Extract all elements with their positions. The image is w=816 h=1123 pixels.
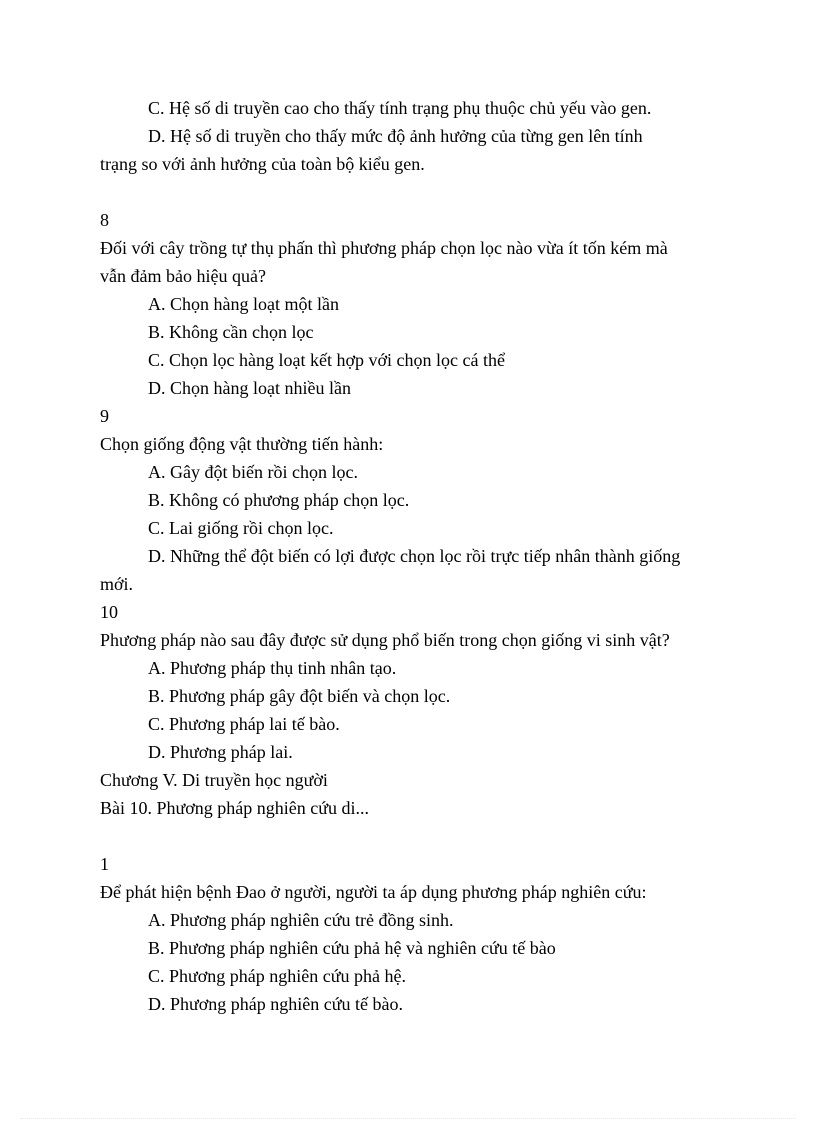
question-10-option-c: C. Phương pháp lai tế bào. [148, 714, 340, 734]
question-1-option-a: A. Phương pháp nghiên cứu trẻ đồng sinh. [148, 910, 454, 930]
prev-option-c: C. Hệ số di truyền cao cho thấy tính trạng phụ thuộc chủ yếu vào gen. [148, 98, 652, 118]
question-number-1: 1 [100, 854, 109, 874]
question-8-option-c: C. Chọn lọc hàng loạt kết hợp với chọn lọc cá thể [148, 350, 505, 370]
question-number-8: 8 [100, 210, 109, 230]
question-9-option-d-line1: D. Những thể đột biến có lợi được chọn lọc rồi trực tiếp nhân thành giống [148, 546, 681, 566]
question-8-option-a: A. Chọn hàng loạt một lần [148, 294, 339, 314]
question-10-option-a: A. Phương pháp thụ tinh nhân tạo. [148, 658, 397, 678]
chapter-heading: Chương V. Di truyền học người [100, 770, 328, 790]
question-10-option-b: B. Phương pháp gây đột biến và chọn lọc. [148, 686, 451, 706]
question-9-option-d-line2: mới. [100, 574, 134, 594]
question-number-9: 9 [100, 406, 109, 426]
question-9-text: Chọn giống động vật thường tiến hành: [100, 434, 384, 454]
spacer [100, 822, 740, 850]
question-10-option-d: D. Phương pháp lai. [148, 742, 293, 762]
question-1-option-c: C. Phương pháp nghiên cứu phả hệ. [148, 966, 406, 986]
lesson-heading: Bài 10. Phương pháp nghiên cứu di... [100, 798, 370, 818]
question-8-text-line1: Đối với cây trồng tự thụ phấn thì phương pháp chọn lọc nào vừa ít tốn kém mà [100, 238, 668, 258]
question-10-text: Phương pháp nào sau đây được sử dụng phổ biến trong chọn giống vi sinh vật? [100, 630, 670, 650]
question-number-10: 10 [100, 602, 118, 622]
question-9-option-a: A. Gây đột biến rồi chọn lọc. [148, 462, 358, 482]
spacer [100, 178, 740, 206]
question-9-option-c: C. Lai giống rồi chọn lọc. [148, 518, 334, 538]
question-8-option-b: B. Không cần chọn lọc [148, 322, 314, 342]
prev-option-d-line2: trạng so với ảnh hưởng của toàn bộ kiểu gen. [100, 154, 425, 174]
question-1-option-b: B. Phương pháp nghiên cứu phả hệ và nghiên cứu tế bào [148, 938, 556, 958]
question-9-option-b: B. Không có phương pháp chọn lọc. [148, 490, 410, 510]
question-1-text: Để phát hiện bệnh Đao ở người, người ta áp dụng phương pháp nghiên cứu: [100, 882, 647, 902]
document-page [100, 94, 740, 1018]
prev-option-d-line1: D. Hệ số di truyền cho thấy mức độ ảnh hưởng của từng gen lên tính [148, 126, 643, 146]
question-8-option-d: D. Chọn hàng loạt nhiều lần [148, 378, 351, 398]
question-1-option-d: D. Phương pháp nghiên cứu tế bào. [148, 994, 403, 1014]
page-bottom-divider [20, 1118, 796, 1119]
question-8-text-line2: vẫn đảm bảo hiệu quả? [100, 266, 266, 286]
